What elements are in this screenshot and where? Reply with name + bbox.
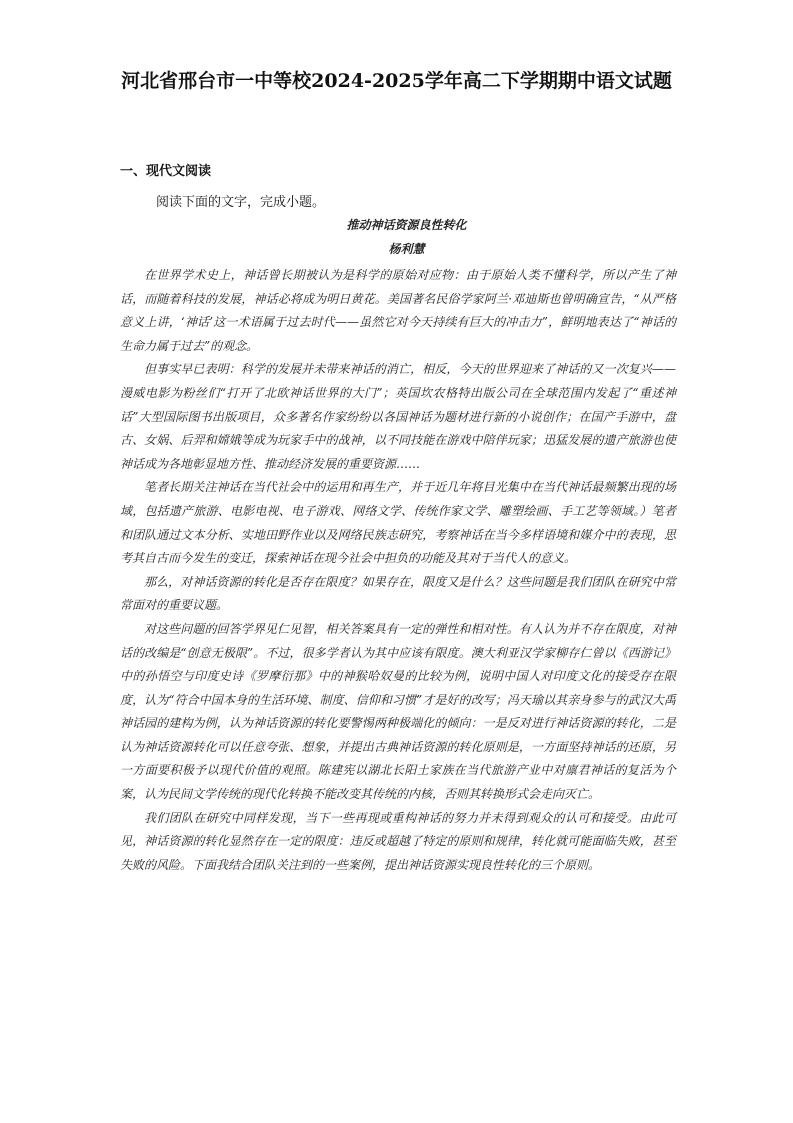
paragraph: 对这些问题的回答学界见仁见智，相关答案具有一定的弹性和相对性。有人认为并不存在限度，对神话的改编是“创意无极限”。不过，很多学者认为其中应该有限度。澳大利亚汉学家柳存仁曾以《西游记》中的孙悟空与印度史诗《罗摩衍那》中的神猴哈奴曼的比较为例，说明中国人对印度文化的接受存在限度，认为“符合中国本身的生活环境、制度、信仰和习惯”才是好的改写；冯天瑜以其亲身参与的武汉大禹神话园的建构为例，认为神话资源的转化要警惕两种极端化的倾向：一是反对进行神话资源的转化，二是认为神话资源转化可以任意夸张、想象，并提出古典神话资源的转化原则是，一方面坚持神话的还原，另一方面要积极予以现代价值的观照。陈建宪以湖北长阳土家族在当代旅游产业中对廪君神话的复活为个案，认为民间文学传统的现代化转换不能改变其传统的内核，否则其转换形式会走向灭亡。 [120, 621, 676, 802]
section-heading: 一、现代文阅读 [120, 164, 212, 179]
paragraph: 我们团队在研究中同样发现，当下一些再现或重构神话的努力并未得到观众的认可和接受。由此可见，神话资源的转化显然存在一定的限度：违反或超越了特定的原则和规律，转化就可能面临失败，甚至失败的风险。下面我结合团队关注到的一些案例，提出神话资源实现良性转化的三个原则。 [120, 810, 676, 872]
instruction-text: 阅读下面的文字，完成小题。 [156, 195, 326, 210]
article-title: 推动神话资源良性转化 [346, 218, 467, 232]
paragraph: 那么，对神话资源的转化是否存在限度？如果存在，限度又是什么？这些问题是我们团队在研究中常常面对的重要议题。 [120, 574, 676, 613]
paragraph: 但事实早已表明：科学的发展并未带来神话的消亡，相反，今天的世界迎来了神话的又一次复兴——漫威电影为粉丝们“打开了北欧神话世界的大门”；英国坎农格特出版公司在全球范围内发起了“重述神话”大型国际图书出版项目，众多著名作家纷纷以各国神话为题材进行新的小说创作；在国产手游中，盘古、女娲、后羿和嫦娥等成为玩家手中的战神，以不同技能在游戏中陪伴玩家；迅猛发展的遗产旅游也使神话成为各地彰显地方性、推动经济发展的重要资源…… [120, 362, 676, 471]
paragraph: 笔者长期关注神话在当代社会中的运用和再生产，并于近几年将目光集中在当代神话最频繁出现的场域，包括遗产旅游、电影电视、电子游戏、网络文学、传统作家文学、雕塑绘画、手工艺等领域。）笔者和团队通过文本分析、实地田野作业以及网络民族志研究，考察神话在当今多样语境和媒介中的表现，思考其自古而今发生的变迁，探索神话在现今社会中担负的功能及其对于当代人的意义。 [120, 480, 676, 566]
paragraph: 在世界学术史上，神话曾长期被认为是科学的原始对应物：由于原始人类不懂科学，所以产生了神话，而随着科技的发展，神话必将成为明日黄花。美国著名民俗学家阿兰·邓迪斯也曾明确宣告，“从严格意义上讲，‘神话’这一术语属于过去时代——虽然它对今天持续有巨大的冲击力”，鲜明地表达了“神话的生命力属于过去”的观念。 [120, 268, 676, 353]
article-body [120, 264, 676, 877]
document-title: 河北省邢台市一中等校2024-2025学年高二下学期期中语文试题 [121, 70, 672, 92]
article-author: 杨利慧 [388, 242, 425, 256]
